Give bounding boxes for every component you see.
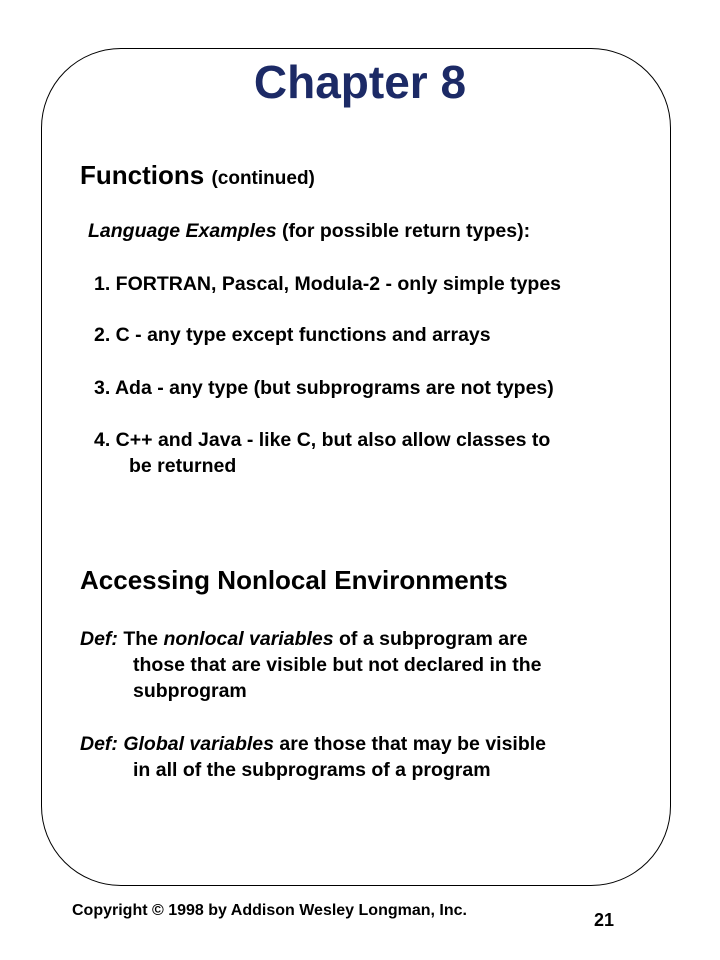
list-item-2: 2. C - any type except functions and arrays [94, 324, 491, 346]
chapter-title: Chapter 8 [253, 56, 467, 108]
language-examples-rest: (for possible return types): [276, 220, 531, 242]
def1-line1 [80, 626, 528, 652]
list-item-3: 3. Ada - any type (but subprograms are not types) [94, 377, 554, 399]
def1-text-before: The [117, 628, 164, 650]
functions-heading-suffix: (continued) [211, 168, 315, 189]
def1-line3: subprogram [133, 680, 247, 702]
list-item-1: 1. FORTRAN, Pascal, Modula-2 - only simple types [94, 273, 562, 295]
def1-text-after: of a subprogram are [333, 628, 528, 650]
list-item-4-continued: be returned [129, 455, 237, 477]
functions-heading-text: Functions [80, 160, 205, 190]
def2-line1 [80, 731, 546, 757]
list-item-4: 4. C++ and Java - like C, but also allow classes to [94, 429, 551, 451]
def2-line2: in all of the subprograms of a program [133, 759, 491, 781]
language-examples-intro [88, 218, 530, 244]
def1-line2: those that are visible but not declared in the [133, 654, 542, 676]
def1-label: Def: [80, 628, 118, 650]
nonlocal-heading: Accessing Nonlocal Environments [80, 565, 508, 595]
language-examples-term: Language Examples [88, 220, 277, 242]
def2-label: Def: [80, 733, 118, 755]
copyright-notice: Copyright © 1998 by Addison Wesley Longman, Inc. [72, 902, 467, 919]
def2-text-after: are those that may be visible [274, 733, 547, 755]
def1-term: nonlocal variables [163, 628, 334, 650]
def2-term: Global variables [117, 733, 274, 755]
page-number: 21 [594, 910, 615, 930]
functions-heading [80, 160, 315, 191]
